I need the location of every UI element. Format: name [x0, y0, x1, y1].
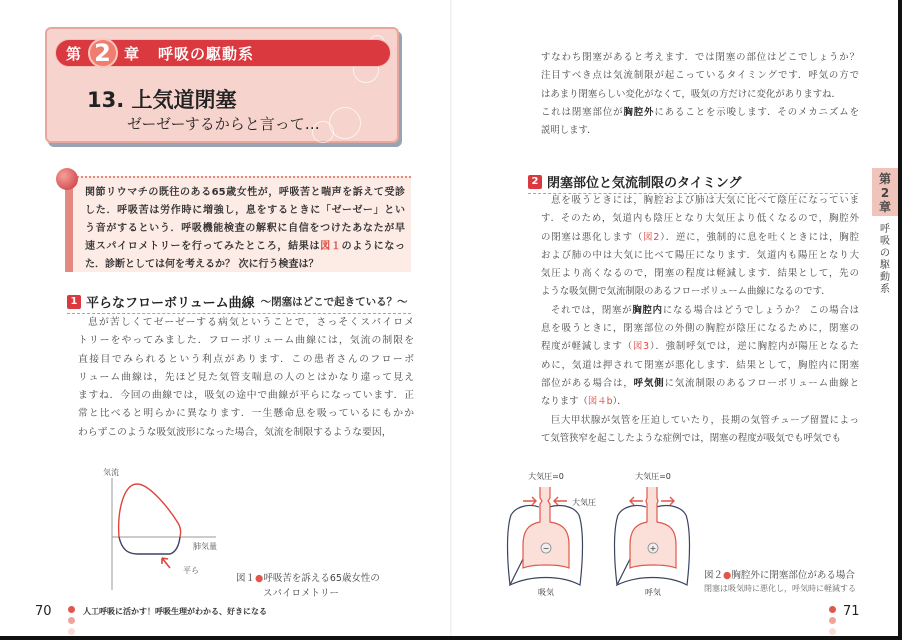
lung-airway: [523, 487, 569, 568]
text-line: わらずこのような吸気波形になった場合，気流を制限するような要因，: [78, 426, 392, 438]
figure2-airway-diagram: [451, 0, 902, 636]
text-line: した．呼吸苦は労作時に増強し，息をするときに「ゼーゼー」とい: [85, 205, 405, 216]
text-line: た．診断としては何を考えるか？ 次に行う検査は？: [85, 259, 319, 270]
figure2-caption-prefix: 図２: [704, 570, 724, 581]
text-line: リューム曲線は，先ほど見た気管支喘息の人のとはかなり違って見え: [78, 371, 414, 383]
page-edge-bottom: [0, 636, 902, 640]
atmospheric-pressure-label: 大気圧: [572, 498, 596, 507]
bold-term: 胸腔外: [623, 106, 655, 118]
text-line: および肺の中は大気に比べて陽圧になります．気道内も陽圧となり大: [541, 249, 859, 261]
expiration-label: 呼気: [645, 588, 661, 597]
footer-dots-icon: [829, 606, 836, 639]
left-page-number: 70: [35, 604, 52, 619]
section2-number-badge: 2: [528, 175, 542, 189]
section-title: 13. 上気道閉塞: [87, 88, 237, 112]
text-line: 巨大甲状腺が気管を圧迫していたり，長期の気管チューブ留置によっ: [551, 414, 859, 426]
text-segment: のようになっ: [341, 241, 406, 252]
figure1-caption-line2: スパイロメトリー: [263, 588, 340, 599]
chapter-number: 2: [88, 38, 118, 68]
figure2-caption-sub: 閉塞は吸気時に悪化し，呼気時に軽減する: [704, 584, 856, 593]
text-segment: それでは，閉塞が: [551, 304, 633, 316]
expiratory-curve: [119, 484, 181, 537]
text-line: すなわち閉塞があると考えます．では閉塞の部位はどこでしょうか？: [541, 52, 859, 63]
positive-sign: +: [649, 544, 657, 553]
figure-reference-link[interactable]: 図１: [320, 241, 342, 252]
figure1-caption-prefix: 図１: [236, 573, 256, 584]
text-line: 説明します．: [541, 125, 597, 137]
text-line: トリーをやってみました．フローボリューム曲線には，気流の制限を: [78, 335, 414, 347]
text-segment: なります（: [541, 396, 588, 408]
text-segment: 速スパイロメトリーを行ってみたところ，結果は: [85, 241, 321, 252]
chapter-title: 呼吸の駆動系: [158, 44, 255, 63]
text-line: 直接目でみられるという利点があります．この患者さんのフローボ: [78, 353, 414, 365]
y-axis-label: 気流: [103, 468, 119, 477]
bullet-dot-icon: ●: [723, 570, 732, 581]
text-line: はあまり閉塞らしい変化がなくて，吸気の方だけに変化がありますね．: [541, 88, 841, 100]
figure-reference-link[interactable]: 図2: [643, 231, 660, 243]
lung-airway: [630, 487, 676, 568]
expiration-diagram: [615, 471, 690, 597]
inspiratory-curve: [119, 537, 180, 554]
inspiration-label: 吸気: [538, 588, 554, 597]
text-segment: の閉塞は悪化します（: [541, 231, 644, 243]
text-line: めに，気道は押されて閉塞が悪化します．結果として，胸腔内に閉塞: [541, 359, 859, 371]
text-line: 気圧より高くなるので，閉塞の程度は軽減します．結果として，先の: [541, 268, 859, 280]
figure1-caption: [236, 571, 416, 601]
text-line: す．そのため，気道内も陰圧となり大気圧より低くなるので，胸腔外: [541, 213, 859, 225]
figure1-caption-line1: 呼吸苦を訴える65歳女性の: [263, 573, 380, 584]
figure-reference-link[interactable]: 図４b: [587, 396, 613, 408]
bullet-dot-icon: ●: [255, 573, 264, 584]
text-line: て気管狭窄を起こしたような症例では，閉塞の程度が吸気でも呼気でも: [541, 432, 842, 444]
chapter-side-tab[interactable]: 第2章: [872, 168, 898, 216]
text-segment: にあることを示唆します．そのメカニズムを: [654, 106, 859, 118]
bold-term: 呼気側: [633, 377, 665, 389]
section-subtitle: ゼーゼーするからと言って…: [127, 115, 320, 133]
figure-reference-link[interactable]: 図3: [632, 341, 650, 353]
text-segment: 部位がある場合は，: [541, 377, 634, 389]
x-axis-label: 肺気量: [193, 542, 217, 551]
text-line: 息が苦しくてゼーゼーする病気ということで，さっそくスパイロメ: [88, 317, 414, 328]
text-segment: 程度が軽減します（: [541, 341, 633, 353]
text-line: ような吸気側で気流制限のあるフローボリューム曲線になるのです．: [541, 286, 831, 298]
bold-term: 胸腔内: [632, 304, 663, 316]
section1-title: 平らなフローボリューム曲線: [86, 296, 255, 311]
text-segment: ）．: [612, 396, 627, 408]
section1-number-badge: 1: [67, 295, 81, 309]
inspiration-diagram: [508, 471, 597, 597]
text-line: 注目すべき点は気流制限が起こっているタイミングです．呼気の方で: [541, 70, 859, 82]
figure1-flow-volume-chart: [0, 0, 451, 636]
section1-subtitle: 〜閉塞はどこで起きている？〜: [260, 296, 408, 308]
text-line: う音がするという．呼吸機能検査の解釈に自信をつけたあなたが早: [85, 223, 405, 234]
text-line: 息を吸うときには，胸腔および肺は大気に比べて陰圧になっていま: [551, 195, 859, 206]
text-line: ますね．今回の曲線では，吸気の途中で曲線が平らになっています．正: [78, 390, 414, 402]
negative-sign: −: [542, 544, 550, 553]
text-line: 関節リウマチの既往のある65歳女性が，呼吸苦と喘声を訴えて受診: [85, 187, 405, 198]
text-segment: になる場合はどうでしょうか？ この場合は: [662, 304, 859, 316]
right-page-number: 71: [843, 604, 860, 619]
text-segment: ）．強制呼気では，逆に胸腔内が陽圧となるた: [649, 341, 859, 353]
text-line: 常と比べると明らかに異なります．一生懸命息を吸っているにもかか: [78, 408, 414, 420]
side-tab-title: 呼吸の駆動系: [880, 224, 890, 295]
flat-annotation: 平ら: [183, 566, 199, 575]
chapter-prefix: 第: [66, 44, 83, 63]
atmospheric-zero-label: 大気圧=0: [528, 472, 564, 481]
footer-dots-icon: [68, 606, 75, 639]
chapter-suffix: 章: [124, 44, 141, 63]
text-segment: ）．逆に，強制的に息を吐くときには，胸腔: [659, 231, 859, 243]
atmospheric-zero-label: 大気圧=0: [635, 472, 671, 481]
text-segment: に気流制限のあるフローボリューム曲線と: [664, 377, 859, 389]
arrow-icon: [162, 558, 170, 568]
figure2-caption: [704, 568, 874, 595]
text-segment: これは閉塞部位が: [541, 106, 624, 118]
figure2-caption-text: 胸腔外に閉塞部位がある場合: [731, 570, 855, 581]
book-title: 人工呼吸に活かす！呼吸生理がわかる、好きになる: [83, 607, 267, 616]
text-line: 息を吸うときに，閉塞部位の外側の胸腔が陰圧になるために，閉塞の: [541, 323, 859, 335]
section2-title: 閉塞部位と気流制限のタイミング: [547, 176, 742, 191]
